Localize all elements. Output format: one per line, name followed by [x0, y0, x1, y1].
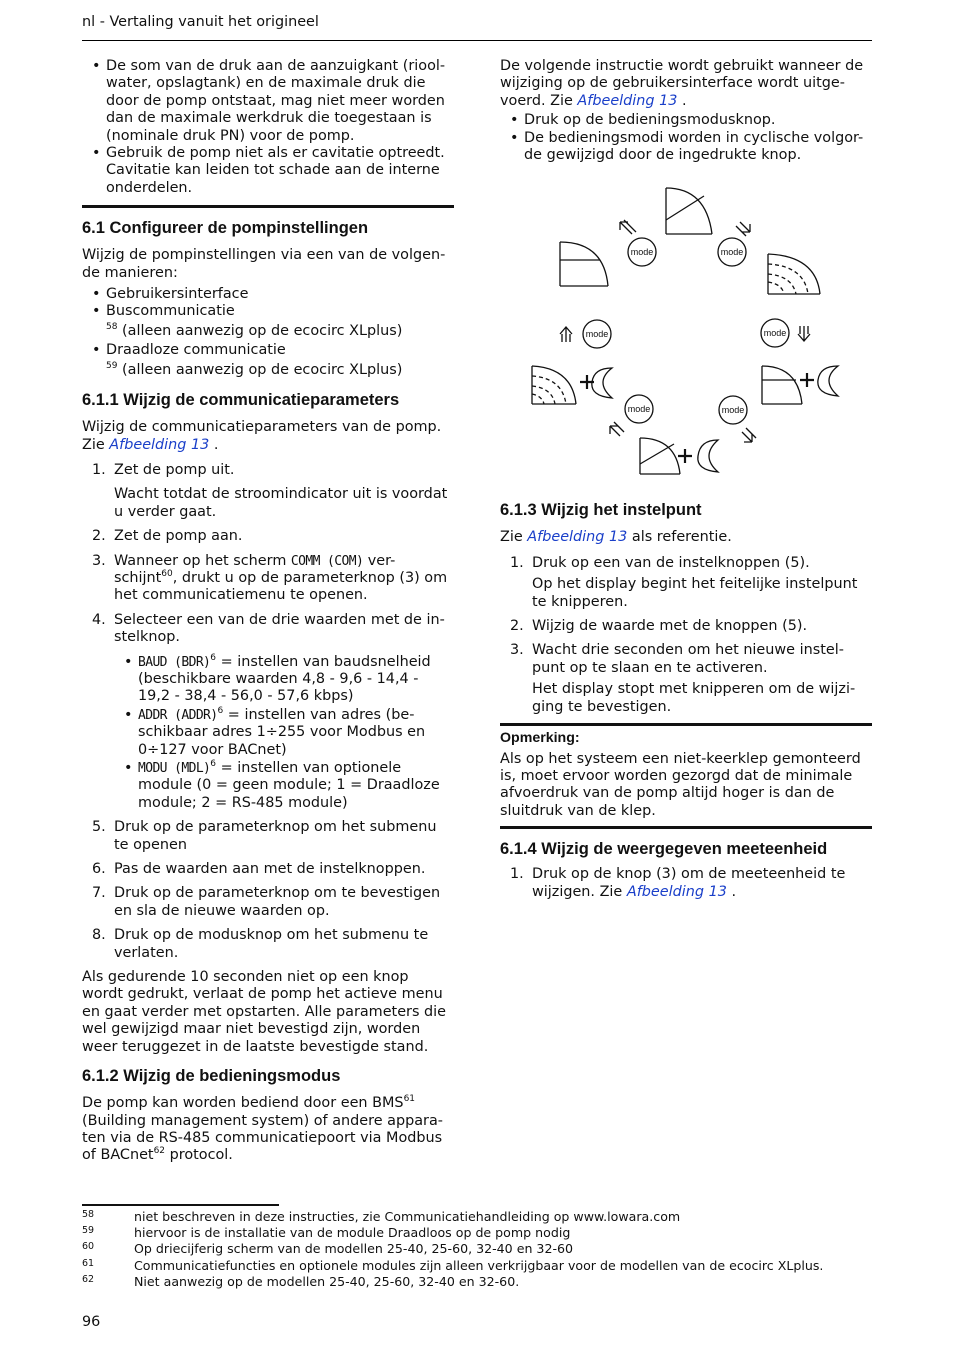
- list-item: • Druk op de bedieningsmodusknop.: [500, 112, 872, 129]
- text-segment: Wanneer op het scherm: [114, 552, 287, 569]
- mode-constant-curves-icon: [768, 254, 820, 294]
- left-column: [82, 58, 454, 1172]
- note-rule-bottom: [500, 826, 872, 829]
- arrow-icon-bottom-right: [742, 428, 756, 442]
- footnote-ref: 6: [210, 652, 217, 663]
- setpoint-steps-list: [500, 555, 872, 716]
- intro-text: Wijzig de communicatieparameters van de pomp. Zie: [82, 419, 442, 453]
- step-number: 4.: [92, 611, 106, 628]
- step-number: 1.: [510, 866, 524, 883]
- mode-button-bottom-left[interactable]: [625, 395, 653, 423]
- step-text: [532, 866, 872, 901]
- text-segment: protocol.: [165, 1147, 233, 1164]
- display-code: MODU (MDL): [138, 761, 211, 776]
- arrow-icon-top-left: [620, 220, 636, 234]
- section-title-6-1-4: 6.1.4 Wijzig de weergegeven meeteenheid: [500, 840, 828, 859]
- section-rule: [82, 205, 454, 208]
- page-number: 96: [82, 1314, 101, 1330]
- list-item: • Gebruikersinterface: [82, 286, 454, 303]
- arrow-up-icon: [560, 327, 572, 342]
- step-item: [82, 927, 454, 962]
- step-number: 2.: [510, 618, 524, 635]
- intro-bullet-list: [82, 58, 454, 205]
- list-item: • Gebruik de pomp niet als er cavitatie optreedt. Cavitatie kan leiden tot schade aan de interne onderdelen.: [82, 145, 454, 197]
- right-intro: [500, 58, 872, 110]
- footnote-ref: 60: [161, 568, 173, 579]
- section-6-1-intro: Wijzig de pompinstellingen via een van de volgen-de manieren:: [82, 247, 446, 281]
- config-methods-list: [82, 286, 454, 321]
- text-segment: Zie: [500, 529, 523, 546]
- period: .: [682, 92, 687, 109]
- footnotes: [82, 1209, 872, 1290]
- mode-instructions-list: [500, 112, 872, 164]
- footnote-text: Op driecijferig scherm van de modellen 25-40, 25-60, 32-40 en 32-60: [134, 1241, 574, 1257]
- footnote-60: [82, 1241, 872, 1257]
- footnote-ref: 6: [217, 705, 224, 716]
- note-text: (alleen aanwezig op de ecocirc XLplus): [122, 322, 403, 339]
- text-segment: ver-schijnt: [114, 552, 396, 586]
- step-text: Druk op de parameterknop om te bevestigen en sla de nieuwe waarden op.: [114, 885, 441, 919]
- header-text: nl - Vertaling vanuit het origineel: [82, 14, 319, 30]
- parameter-item: [124, 707, 454, 759]
- parameter-desc: = instellen van optionele module (0 = geen module; 1 = Draadloze module; 2 = RS-485 module): [138, 760, 440, 811]
- figure-link[interactable]: Afbeelding 13: [577, 92, 678, 109]
- text-segment: De pomp kan worden bediend door een BMS: [82, 1095, 404, 1112]
- footnote-number: 61: [82, 1257, 95, 1269]
- footnote-text: niet beschreven in deze instructies, zie Communicatiehandleiding op www.lowara.com: [134, 1209, 681, 1224]
- period: .: [213, 436, 219, 453]
- footnote-ref: 61: [403, 1094, 416, 1105]
- steps-list: [82, 462, 454, 962]
- footnote-text: Niet aanwezig op de modellen 25-40, 25-60, 32-40 en 32-60.: [134, 1273, 520, 1289]
- step-item: [82, 553, 454, 605]
- intro-text: De volgende instructie wordt gebruikt wanneer de wijziging op de gebruikersinterface wordt uitge-voerd. Zie: [500, 58, 864, 109]
- mode-label: mode: [720, 247, 744, 257]
- step-item: [82, 462, 454, 521]
- footnote-number: 62: [82, 1273, 95, 1285]
- step-number: 8.: [92, 927, 106, 944]
- step-item: [500, 866, 872, 901]
- step-item: [82, 612, 454, 812]
- section-6-1-3-intro: [500, 529, 872, 546]
- step-text: [114, 553, 454, 605]
- arrow-icon-bottom-left: [610, 422, 624, 436]
- footnote-ref: 58: [106, 321, 118, 332]
- config-methods-list-2: [82, 342, 454, 359]
- note-title: Opmerking:: [500, 730, 580, 747]
- mode-button-top-right[interactable]: [718, 238, 746, 266]
- note-text: Als op het systeem een niet-keerklep gemonteerd is, moet ervoor worden gezorgd dat de minimale afvoerdruk van de pomp altijd hoger is dan de sluitdruk van de klep.: [500, 750, 861, 819]
- parameter-item: [124, 760, 454, 812]
- mode-button-bottom-right[interactable]: [719, 396, 747, 424]
- footnote-ref: 62: [153, 1146, 166, 1157]
- step-text: Selecteer een van de drie waarden met de in-stelknop.: [114, 611, 445, 646]
- mode-button-right[interactable]: [761, 319, 789, 347]
- footnote-59: [82, 1225, 872, 1241]
- arrow-down-icon: [798, 326, 810, 341]
- step-text: Druk op een van de instelknoppen (5).: [532, 554, 810, 571]
- step-text: Zet de pomp uit.: [114, 461, 235, 478]
- note-rule-top: [500, 723, 872, 726]
- footnote-61: [82, 1258, 872, 1274]
- text-segment: als referentie.: [631, 529, 732, 546]
- footnote-62: [82, 1274, 872, 1290]
- footnote-58: [82, 1209, 872, 1225]
- section-title-6-1-3: 6.1.3 Wijzig het instelpunt: [500, 501, 702, 520]
- list-item: • Draadloze communicatie: [82, 342, 454, 359]
- step-text: Druk op de modusknop om het submenu te verlaten.: [114, 927, 429, 961]
- parameter-desc: = instellen van baudsnelheid (beschikbare waarden 4,8 - 9,6 - 14,4 - 19,2 - 38,4 - 56,0 - 57,6 kbps): [138, 653, 431, 705]
- step-text: Wacht drie seconden om het nieuwe instel-punt op te slaan en te activeren.: [532, 642, 844, 676]
- step-subtext: Wacht totdat de stroomindicator uit is voordat u verder gaat.: [114, 486, 448, 520]
- parameter-desc: = instellen van adres (be-schikbaar adres 1÷255 voor Modbus en 0÷127 voor BACnet): [138, 706, 426, 758]
- step-number: 6.: [92, 861, 106, 878]
- display-code: ADDR (ADDR): [138, 707, 218, 723]
- step-item: [500, 555, 872, 611]
- mode-proportional-icon: [666, 188, 712, 234]
- footnote-text: hiervoor is de installatie van de module Draadloos op de pomp nodig: [134, 1225, 571, 1241]
- mode-proportional-night-icon: [640, 438, 718, 474]
- step-text: Wijzig de waarde met de knoppen (5).: [532, 618, 808, 635]
- step-text: Zet de pomp aan.: [114, 528, 243, 545]
- mode-constant-pressure-icon: [560, 242, 608, 286]
- period: .: [731, 883, 737, 900]
- mode-label: mode: [627, 404, 651, 414]
- list-item: • De som van de druk aan de aanzuigkant (riool-water, opslagtank) en de maximale druk die door de pomp ontstaat, mag niet meer worden dan de maximale werkdruk die toegestaan is (nominale druk PN) voor de pomp.: [82, 58, 454, 145]
- footnote-text: Communicatiefuncties en optionele modules zijn alleen verkrijgbaar voor de modellen van de ecocirc XLplus.: [134, 1257, 824, 1273]
- step-item: [82, 885, 454, 920]
- step-subtext: Op het display begint het feitelijke instelpunt te knipperen.: [532, 576, 858, 610]
- section-title-6-1: 6.1 Configureer de pompinstellingen: [82, 219, 369, 238]
- step-item: [82, 528, 454, 545]
- footnote-note-58: [82, 323, 454, 340]
- unit-steps-list: [500, 866, 872, 901]
- footnote-number: 59: [82, 1225, 95, 1237]
- mode-constant-pressure-night-icon: [762, 366, 838, 404]
- parameter-list: [114, 654, 454, 813]
- list-item: • De bedieningsmodi worden in cyclische volgor-de gewijzigd door de ingedrukte knop.: [500, 130, 872, 165]
- step-text: Pas de waarden aan met de instelknoppen.: [114, 861, 426, 878]
- mode-label: mode: [721, 405, 745, 415]
- step-number: 5.: [92, 819, 106, 836]
- text-segment: , drukt u op de parameterknop (3) om het communicatiemenu te openen.: [114, 569, 448, 604]
- section-6-1-1-intro: [82, 419, 454, 454]
- mode-curves-night-icon: [532, 366, 612, 404]
- mode-label: mode: [585, 329, 609, 339]
- section-6-1-2-text: [82, 1095, 454, 1165]
- text-segment: (Building management system) of andere appara-ten via de RS-485 communicatiepoort via Modbus of BACnet: [82, 1112, 443, 1164]
- step-number: 1.: [510, 554, 524, 571]
- footnote-number: 58: [82, 1209, 95, 1220]
- section-6-1-1-outro: Als gedurende 10 seconden niet op een knop wordt gedrukt, verlaat de pomp het actieve menu en gaat verder met opstarten. Alle parameters die wel gewijzigd maar niet bevestigd zijn, worden weer teruggezet in de laatste bevestigde stand.: [82, 969, 447, 1055]
- footnote-note-59: [82, 362, 454, 379]
- step-number: 1.: [92, 461, 106, 478]
- figure-link[interactable]: Afbeelding 13: [527, 529, 628, 546]
- display-code: BAUD (BDR): [138, 654, 211, 670]
- section-title-6-1-1: 6.1.1 Wijzig de communicatieparameters: [82, 391, 400, 410]
- figure-link[interactable]: Afbeelding 13: [109, 436, 210, 453]
- step-number: 3.: [92, 552, 106, 569]
- footnote-ref: 59: [106, 360, 118, 371]
- step-number: 3.: [510, 642, 524, 659]
- step-number: 7.: [92, 885, 106, 902]
- parameter-item: [124, 654, 454, 706]
- arrow-icon-top-right: [736, 222, 750, 236]
- step-item: [500, 618, 872, 635]
- step-subtext: Het display stopt met knipperen om de wijzi-ging te bevestigen.: [532, 681, 856, 715]
- mode-label: mode: [630, 247, 654, 257]
- step-item: [82, 861, 454, 878]
- step-number: 2.: [92, 528, 106, 545]
- mode-button-left[interactable]: [583, 320, 611, 348]
- note-text: (alleen aanwezig op de ecocirc XLplus): [122, 361, 403, 378]
- step-text: Druk op de parameterknop om het submenu te openen: [114, 819, 437, 853]
- step-item: [82, 819, 454, 854]
- page-header: [82, 14, 872, 41]
- list-item: • Buscommunicatie: [82, 303, 454, 320]
- text-segment: Druk op de knop (3) om de meeteenheid te wijzigen. Zie: [532, 866, 846, 900]
- figure-link[interactable]: Afbeelding 13: [626, 883, 727, 900]
- section-title-6-1-2: 6.1.2 Wijzig de bedieningsmodus: [82, 1067, 341, 1086]
- footnote-number: 60: [82, 1241, 95, 1253]
- footnote-rule: [82, 1204, 279, 1206]
- mode-button-top-left[interactable]: [628, 238, 656, 266]
- mode-cycle-figure: [520, 182, 860, 482]
- footnote-ref: 6: [210, 759, 217, 769]
- mode-label: mode: [763, 328, 787, 338]
- step-item: [500, 642, 872, 716]
- display-code: COMM (COM): [290, 553, 364, 569]
